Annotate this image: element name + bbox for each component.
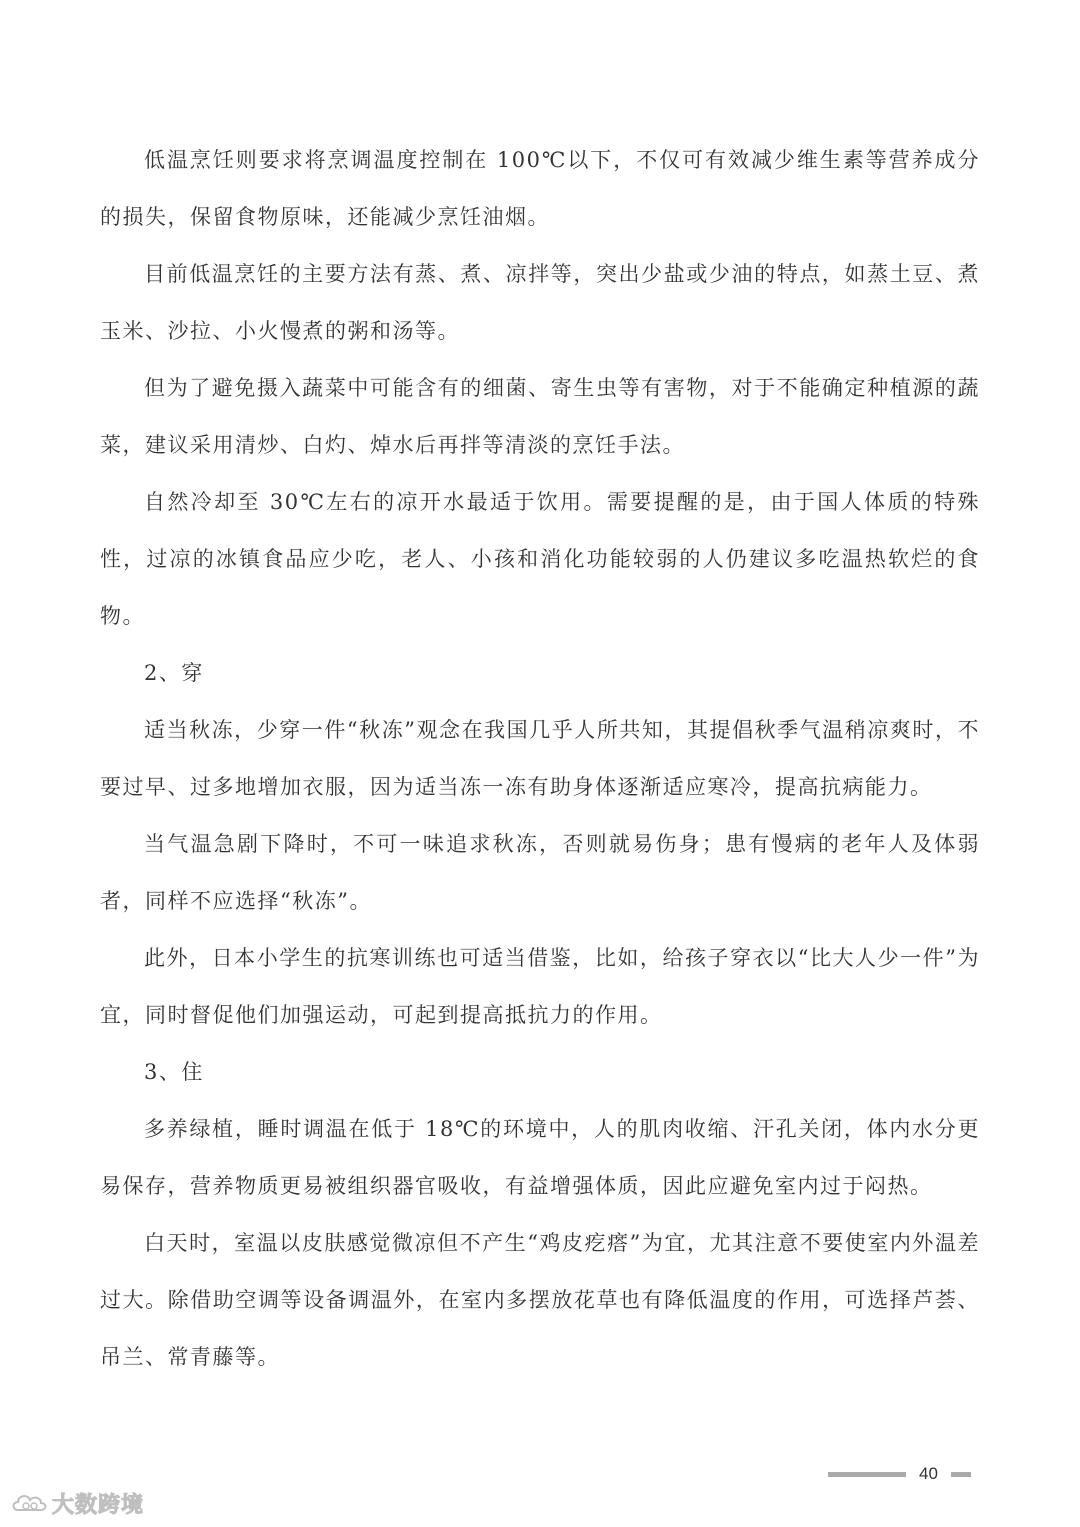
paragraph-daytime-room: 白天时，室温以皮肤感觉微凉但不产生“鸡皮疙瘩”为宜，尤其注意不要使室内外温差过大。除借助空调等设备调温外，在室内多摆放花草也有降低温度的作用，可选择芦荟、吊兰、常青藤等。 [100, 1231, 980, 1369]
footer-bar-left [828, 1472, 906, 1477]
paragraph-cooking-methods: 目前低温烹饪的主要方法有蒸、煮、凉拌等，突出少盐或少油的特点，如蒸土豆、煮玉米、沙拉、小火慢煮的粥和汤等。 [100, 262, 980, 343]
paragraph-japan-training: 此外，日本小学生的抗寒训练也可适当借鉴，比如，给孩子穿衣以“比大人少一件”为宜，同时督促他们加强运动，可起到提高抵抗力的作用。 [100, 946, 980, 1027]
paragraph-temperature-drop: 当气温急剧下降时，不可一味追求秋冻，否则就易伤身；患有慢病的老年人及体弱者，同样不应选择“秋冻”。 [100, 832, 980, 913]
paragraph-vegetables: 但为了避免摄入蔬菜中可能含有的细菌、寄生虫等有害物，对于不能确定种植源的蔬菜，建议采用清炒、白灼、焯水后再拌等清淡的烹饪手法。 [100, 376, 980, 457]
paragraph-low-temp-cooking: 低温烹饪则要求将烹调温度控制在 100℃以下，不仅可有效减少维生素等营养成分的损失，保留食物原味，还能减少烹饪油烟。 [100, 148, 980, 229]
section-heading-live: 3、住 [144, 1060, 204, 1084]
paragraph-autumn-freeze: 适当秋冻，少穿一件“秋冻”观念在我国几乎人所共知，其提倡秋季气温稍凉爽时，不要过早、过多地增加衣服，因为适当冻一冻有助身体逐渐适应寒冷，提高抗病能力。 [100, 718, 980, 799]
watermark [10, 1488, 144, 1518]
watermark-text: 大数跨境 [52, 1492, 145, 1518]
page-number: 40 [919, 1464, 938, 1483]
footer-bar-right [951, 1472, 971, 1477]
section-heading-wear: 2、穿 [144, 661, 204, 685]
paragraph-sleep-temperature: 多养绿植，睡时调温在低于 18℃的环境中，人的肌肉收缩、汗孔关闭，体内水分更易保存，营养物质更易被组织器官吸收，有益增强体质，因此应避免室内过于闷热。 [100, 1117, 980, 1198]
paragraph-cool-water: 自然冷却至 30℃左右的凉开水最适于饮用。需要提醒的是，由于国人体质的特殊性，过凉的冰镇食品应少吃，老人、小孩和消化功能较弱的人仍建议多吃温热软烂的食物。 [100, 490, 980, 628]
cloud-logo-icon [10, 1490, 50, 1516]
document-body [100, 132, 980, 1386]
page-footer [828, 1462, 971, 1486]
